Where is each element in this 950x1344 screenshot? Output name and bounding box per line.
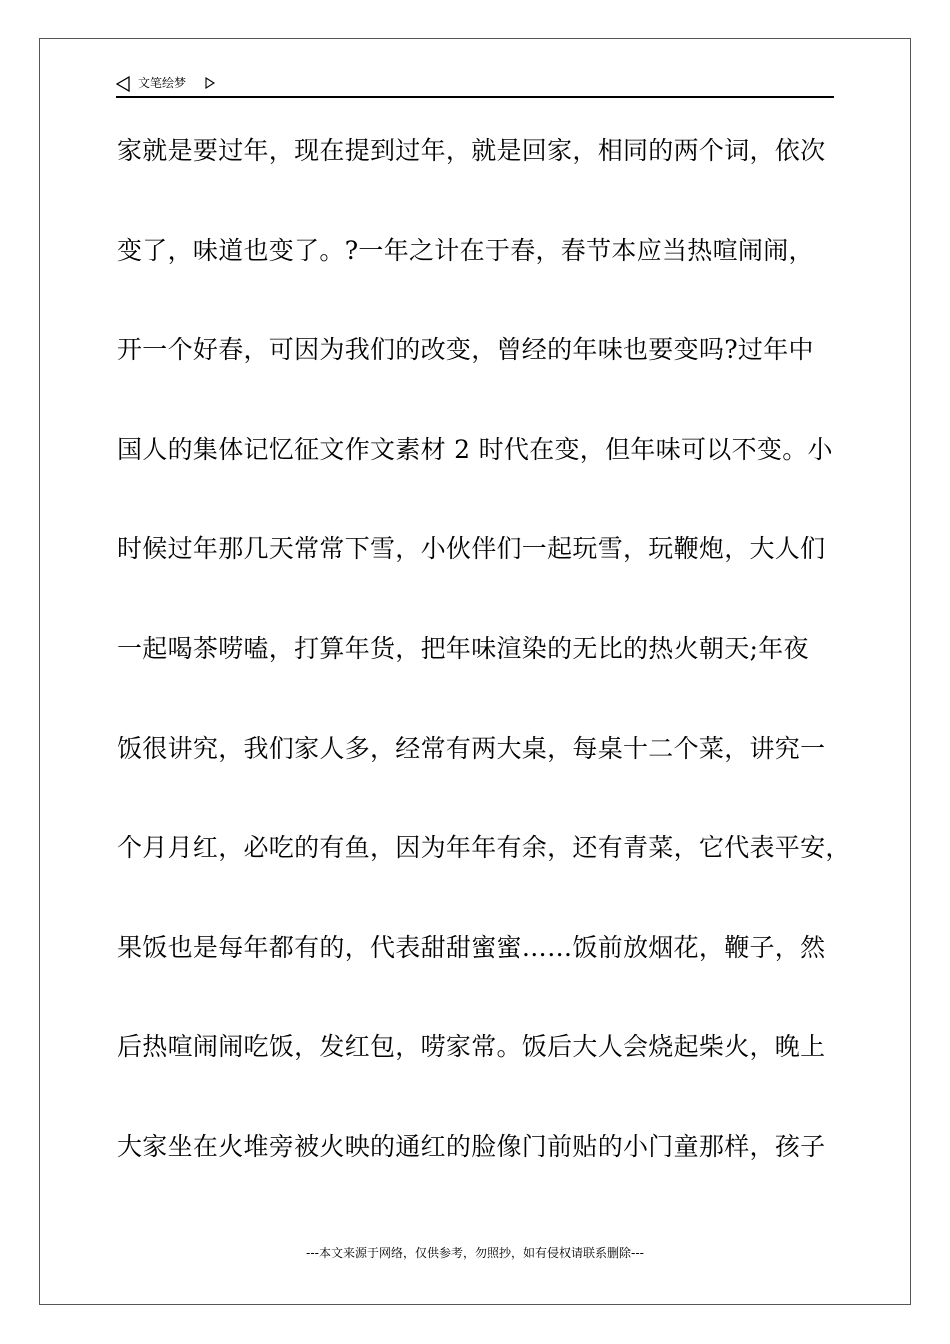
body-line: 后热喧闹闹吃饭，发红包，唠家常。饭后大人会烧起柴火，晚上 bbox=[117, 1032, 826, 1062]
body-text bbox=[117, 120, 857, 1216]
body-line: 果饭也是每年都有的，代表甜甜蜜蜜……饭前放烟花，鞭子，然 bbox=[117, 932, 826, 962]
left-triangle-icon bbox=[116, 76, 130, 92]
body-line: 开一个好春，可因为我们的改变，曾经的年味也要变吗?过年中 bbox=[117, 335, 814, 365]
body-line: 家就是要过年，现在提到过年，就是回家，相同的两个词，依次 bbox=[117, 136, 826, 165]
body-line: 时候过年那几天常常下雪，小伙伴们一起玩雪，玩鞭炮，大人们 bbox=[117, 534, 826, 564]
body-line: 大家坐在火堆旁被火映的通红的脸像门前贴的小门童那样，孩子 bbox=[117, 1131, 826, 1161]
body-line: 一起喝茶唠嗑，打算年货，把年味渲染的无比的热火朝天;年夜 bbox=[117, 633, 809, 663]
body-line: 个月月红，必吃的有鱼，因为年年有余，还有青菜，它代表平安， bbox=[117, 833, 851, 863]
body-line: 国人的集体记忆征文作文素材 2 时代在变，但年味可以不变。小 bbox=[117, 434, 833, 464]
header-title: 文笔绘梦 bbox=[138, 76, 187, 90]
footer-notice: ---本文来源于网络，仅供参考，勿照抄，如有侵权请联系删除--- bbox=[306, 1246, 644, 1260]
right-triangle-icon bbox=[205, 77, 215, 89]
body-line: 饭很讲究，我们家人多，经常有两大桌，每桌十二个菜，讲究一 bbox=[117, 733, 826, 763]
body-line: 变了，味道也变了。?一年之计在于春，春节本应当热喧闹闹， bbox=[117, 235, 814, 265]
page-header bbox=[116, 72, 834, 98]
